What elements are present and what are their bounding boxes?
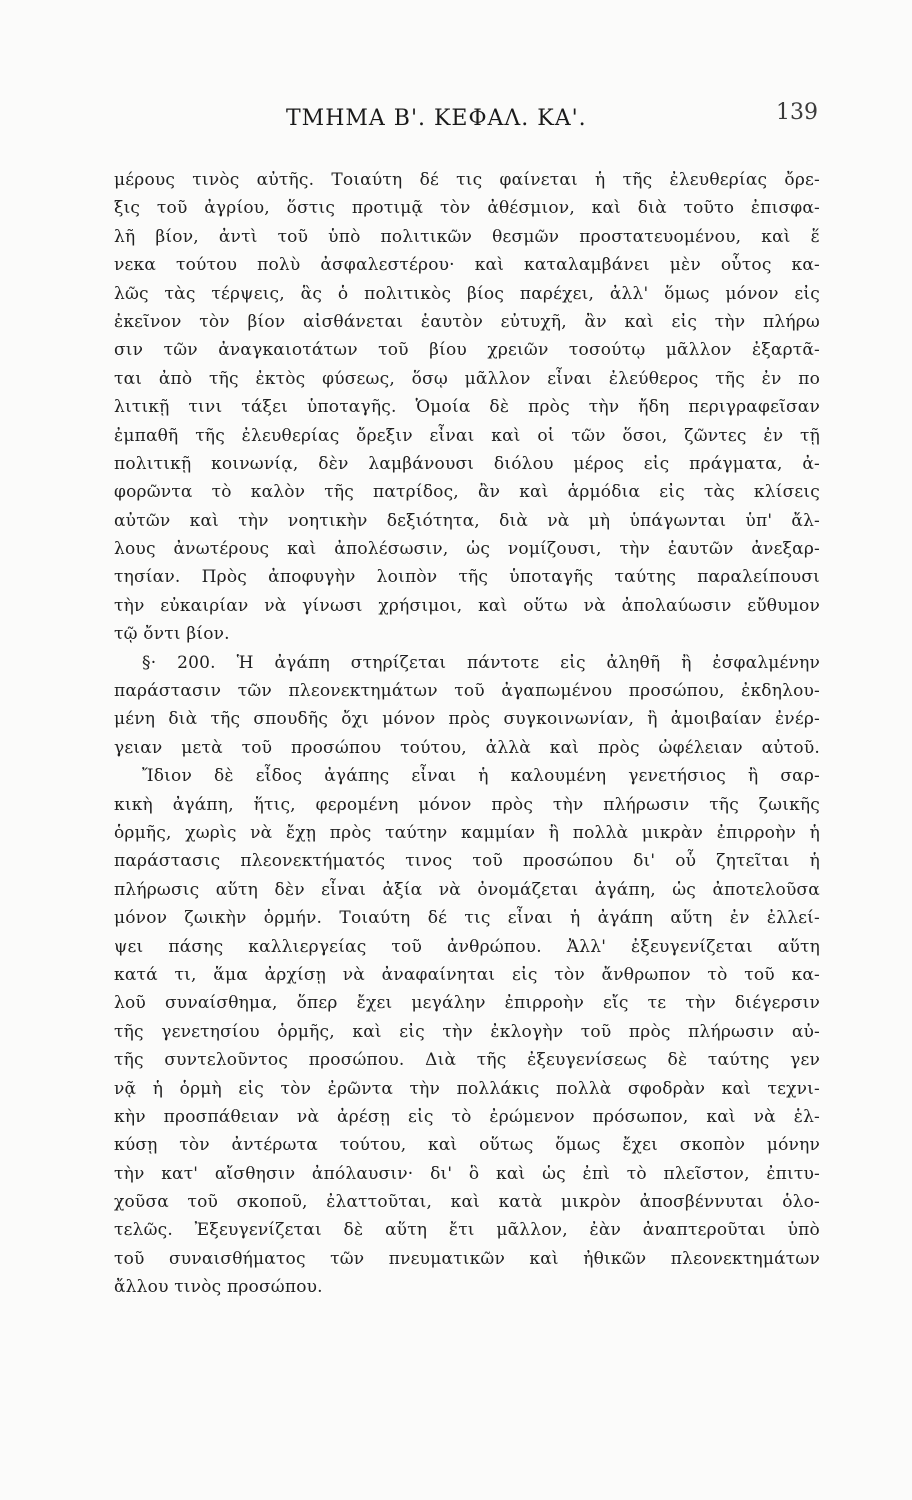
text-line: ξις τοῦ ἀγρίου, ὅστις προτιμᾷ τὸν ἀθέσμιον, καὶ διὰ τοῦτο ἐπισφα- (114, 198, 820, 219)
text-line: σιν τῶν ἀναγκαιοτάτων τοῦ βίου χρειῶν τοσούτῳ μᾶλλον ἐξαρτᾶ- (114, 340, 820, 361)
text-line: τὴν εὐκαιρίαν νὰ γίνωσι χρήσιμοι, καὶ οὕτω νὰ ἀπολαύωσιν εὔθυμον (114, 595, 820, 616)
text-line: ἐμπαθῆ τῆς ἐλευθερίας ὄρεξιν εἶναι καὶ οἱ τῶν ὅσοι, ζῶντες ἐν τῇ (114, 425, 820, 446)
text-line: τησίαν. Πρὸς ἀποφυγὴν λοιπὸν τῆς ὑποταγῆς ταύτης παραλείπουσι (114, 567, 820, 588)
text-line: τῆς συντελοῦντος προσώπου. Διὰ τῆς ἐξευγενίσεως δὲ ταύτης γεν (114, 1050, 820, 1071)
text-line: νᾷ ἡ ὁρμὴ εἰς τὸν ἐρῶντα τὴν πολλάκις πολλὰ σφοδρὰν καὶ τεχνι- (114, 1078, 820, 1099)
text-line: ὁρμῆς, χωρὶς νὰ ἔχῃ πρὸς ταύτην καμμίαν ἢ πολλὰ μικρὰν ἐπιρροὴν ἡ (114, 822, 820, 843)
paragraph-start-line: Ἴδιον δὲ εἶδος ἀγάπης εἶναι ἡ καλουμένη γενετήσιος ἢ σαρ- (142, 766, 820, 787)
text-line: παράστασιν τῶν πλεονεκτημάτων τοῦ ἀγαπωμένου προσώπου, ἐκδηλου- (114, 681, 820, 702)
text-line: νεκα τούτου πολὺ ἀσφαλεστέρου· καὶ καταλαμβάνει μὲν οὗτος κα- (114, 255, 820, 276)
page-header (286, 100, 818, 146)
text-line: τῷ ὄντι βίον. (114, 624, 230, 645)
text-line: τῆς γενετησίου ὁρμῆς, καὶ εἰς τὴν ἐκλογὴν τοῦ πρὸς πλήρωσιν αὐ- (114, 1021, 820, 1042)
text-line: λοῦ συναίσθημα, ὅπερ ἔχει μεγάλην ἐπιρροὴν εἴς τε τὴν διέγερσιν (114, 993, 820, 1014)
text-line: λῆ βίον, ἀντὶ τοῦ ὑπὸ πολιτικῶν θεσμῶν προστατευομένου, καὶ ἕ (114, 226, 820, 247)
text-line: ται ἀπὸ τῆς ἐκτὸς φύσεως, ὅσῳ μᾶλλον εἶναι ἐλεύθερος τῆς ἐν πο (114, 368, 820, 389)
text-line: πολιτικῇ κοινωνίᾳ, δὲν λαμβάνουσι διόλου μέρος εἰς πράγματα, ἀ- (114, 453, 820, 474)
text-line: γειαν μετὰ τοῦ προσώπου τούτου, ἀλλὰ καὶ πρὸς ὠφέλειαν αὐτοῦ. (114, 737, 820, 758)
text-line: μέρους τινὸς αὐτῆς. Τοιαύτη δέ τις φαίνεται ἡ τῆς ἐλευθερίας ὄρε- (114, 170, 820, 190)
text-line: τὴν κατ' αἴσθησιν ἀπόλαυσιν· δι' ὃ καὶ ὡς ἐπὶ τὸ πλεῖστον, ἐπιτυ- (114, 1163, 820, 1184)
section-heading-line: §· 200. Ἡ ἀγάπη στηρίζεται πάντοτε εἰς ἀληθῆ ἢ ἐσφαλμένην (142, 652, 820, 673)
text-line: τελῶς. Ἐξευγενίζεται δὲ αὕτη ἔτι μᾶλλον, ἐὰν ἀναπτεροῦται ὑπὸ (114, 1220, 820, 1241)
text-line: ἄλλου τινὸς προσώπου. (114, 1277, 323, 1298)
text-line: μόνον ζωικὴν ὁρμήν. Τοιαύτη δέ τις εἶναι ἡ ἀγάπη αὕτη ἐν ἐλλεί- (114, 908, 820, 929)
text-line: αὐτῶν καὶ τὴν νοητικὴν δεξιότητα, διὰ νὰ μὴ ὑπάγωνται ὑπ' ἄλ- (114, 510, 820, 531)
text-line: πλήρωσις αὕτη δὲν εἶναι ἀξία νὰ ὀνομάζεται ἀγάπη, ὡς ἀποτελοῦσα (114, 879, 820, 900)
page-number: 139 (776, 100, 818, 125)
text-line: παράστασις πλεονεκτήματός τινος τοῦ προσώπου δι' οὗ ζητεῖται ἡ (114, 851, 820, 872)
text-line: κικὴ ἀγάπη, ἥτις, φερομένη μόνον πρὸς τὴν πλήρωσιν τῆς ζωικῆς (114, 794, 820, 815)
text-line: χοῦσα τοῦ σκοποῦ, ἐλαττοῦται, καὶ κατὰ μικρὸν ἀποσβέννυται ὁλο- (114, 1192, 820, 1213)
text-line: ἐκεῖνον τὸν βίον αἰσθάνεται ἑαυτὸν εὐτυχῆ, ἂν καὶ εἰς τὴν πλήρω (114, 311, 820, 332)
text-line: λιτικῇ τινι τάξει ὑποταγῆς. Ὁμοία δὲ πρὸς τὴν ἤδη περιγραφεῖσαν (114, 397, 820, 418)
body-text (114, 166, 820, 1302)
text-line: τοῦ συναισθήματος τῶν πνευματικῶν καὶ ἠθικῶν πλεονεκτημάτων (114, 1248, 820, 1269)
text-line: ψει πάσης καλλιεργείας τοῦ ἀνθρώπου. Ἀλλ' ἐξευγενίζεται αὕτη (114, 936, 820, 957)
text-line: λους ἀνωτέρους καὶ ἀπολέσωσιν, ὡς νομίζουσι, τὴν ἑαυτῶν ἀνεξαρ- (114, 539, 820, 560)
text-line: κὴν προσπάθειαν νὰ ἀρέσῃ εἰς τὸ ἐρώμενον πρόσωπον, καὶ νὰ ἑλ- (114, 1106, 820, 1127)
text-line: μένη διὰ τῆς σπουδῆς ὄχι μόνον πρὸς συγκοινωνίαν, ἢ ἀμοιβαίαν ἐνέρ- (114, 709, 820, 730)
text-line: κύσῃ τὸν ἀντέρωτα τούτου, καὶ οὕτως ὅμως ἔχει σκοπὸν μόνην (114, 1135, 820, 1156)
text-line: λῶς τὰς τέρψεις, ἃς ὁ πολιτικὸς βίος παρέχει, ἀλλ' ὅμως μόνον εἰς (114, 283, 820, 304)
text-line: κατά τι, ἅμα ἀρχίσῃ νὰ ἀναφαίνηται εἰς τὸν ἄνθρωπον τὸ τοῦ κα- (114, 964, 820, 985)
text-line: φορῶντα τὸ καλὸν τῆς πατρίδος, ἂν καὶ ἁρμόδια εἰς τὰς κλίσεις (114, 482, 820, 503)
running-head: ΤΜΗΜΑ Β'. ΚΕΦΑΛ. ΚΑ'. (286, 106, 587, 131)
